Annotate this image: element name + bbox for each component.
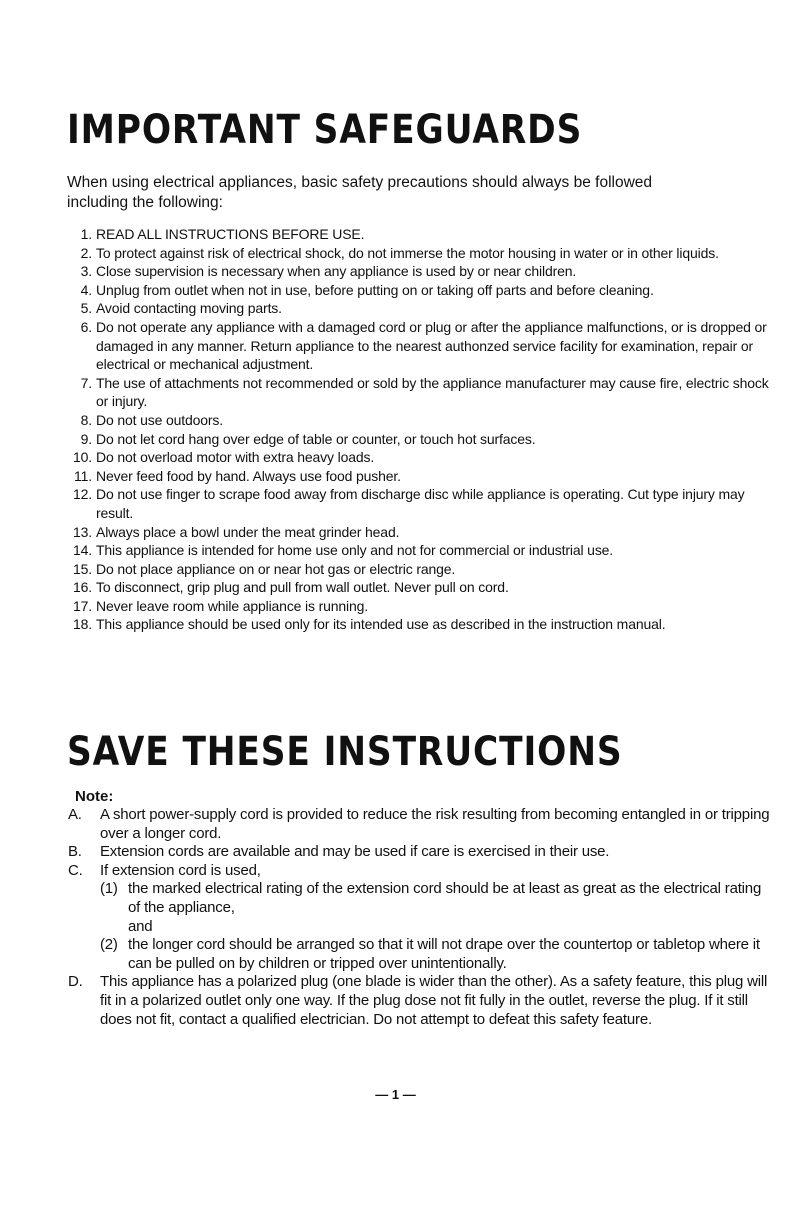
item-text: Never feed food by hand. Always use food pusher.: [96, 467, 401, 484]
list-item: [70, 262, 775, 281]
save-instructions-heading: SAVE THESE INSTRUCTIONS: [67, 729, 623, 775]
item-number: 9.: [80, 430, 92, 447]
list-item: [70, 411, 775, 430]
item-text: The use of attachments not recommended or sold by the appliance manufacturer may cause fire, electric shock or injury.: [96, 374, 769, 410]
item-text: This appliance is intended for home use only and not for commercial or industrial use.: [96, 542, 614, 559]
item-text: READ ALL INSTRUCTIONS BEFORE USE.: [96, 226, 365, 242]
list-item: [70, 374, 775, 411]
item-number: 13.: [72, 523, 92, 540]
note-label: Note:: [75, 788, 114, 805]
item-text: Do not use finger to scrape food away from discharge disc while appliance is operating. Cut type injury may result.: [96, 486, 745, 521]
list-item: [70, 448, 775, 467]
list-item: [70, 560, 775, 579]
note-letter: A.: [68, 806, 82, 823]
item-text: Avoid contacting moving parts.: [96, 300, 282, 317]
note-item: [68, 862, 773, 974]
item-number: 18.: [72, 616, 92, 633]
list-item: [70, 430, 775, 449]
subitem-text: the marked electrical rating of the extension cord should be at least as great as the electrical rating of the appliance,: [128, 880, 762, 916]
page-number: — 1 —: [375, 1087, 416, 1102]
note-item: [68, 973, 773, 1029]
item-number: 10.: [72, 449, 92, 466]
item-number: 16.: [72, 579, 92, 596]
note-item: [68, 843, 773, 862]
note-letter: C.: [68, 861, 83, 879]
item-number: 11.: [74, 467, 92, 484]
item-text: This appliance should be used only for its intended use as described in the instruction manual.: [96, 616, 666, 633]
item-text: Do not place appliance on or near hot gas or electric range.: [96, 560, 456, 577]
item-text: Do not use outdoors.: [96, 411, 223, 428]
list-item: [70, 299, 775, 318]
item-text: Unplug from outlet when not in use, before putting on or taking off parts and before cleaning.: [96, 281, 654, 298]
list-item: [70, 523, 775, 542]
item-number: 17.: [72, 597, 92, 614]
list-item: [70, 244, 775, 263]
note-sublist: [100, 880, 773, 973]
note-text: This appliance has a polarized plug (one blade is wider than the other). As a safety feature, this plug will fit in a polarized outlet only one way. If the plug dose not fit fully in the outlet, reverse the plug. If it still does not fit, contact a qualified electrician. Do not attempt to defeat this safety feature.: [100, 973, 768, 1028]
item-text: To disconnect, grip plug and pull from wall outlet. Never pull on cord.: [96, 579, 509, 596]
conjunction-text: and: [128, 917, 153, 935]
item-number: 3.: [80, 263, 92, 280]
page-title: IMPORTANT SAFEGUARDS: [67, 107, 583, 153]
subitem-text: the longer cord should be arranged so that it will not drape over the countertop or tabletop where it can be pulled on by children or tripped over unintentionally.: [128, 936, 760, 972]
note-letter: B.: [68, 843, 82, 861]
list-item: [70, 318, 775, 374]
list-item: [70, 615, 775, 634]
item-number: 7.: [80, 374, 92, 391]
note-text: If extension cord is used,: [100, 861, 261, 879]
subitem-number: (2): [100, 936, 118, 954]
item-number: 15.: [72, 560, 92, 577]
item-number: 14.: [72, 542, 92, 559]
item-text: Do not let cord hang over edge of table or counter, or touch hot surfaces.: [96, 430, 536, 447]
list-item: [70, 541, 775, 560]
item-number: 5.: [80, 300, 92, 317]
note-subitem: [100, 936, 773, 973]
item-number: 12.: [72, 486, 92, 503]
item-number: 2.: [80, 244, 92, 261]
list-item: [70, 467, 775, 486]
intro-paragraph: When using electrical appliances, basic safety precautions should always be followed including the following:: [67, 174, 653, 211]
notes-list: [68, 806, 773, 1029]
item-text: Do not overload motor with extra heavy loads.: [96, 449, 375, 466]
item-text: Do not operate any appliance with a damaged cord or plug or after the appliance malfunctions, or is dropped or damaged in any manner. Return appliance to the nearest authonzed service facility for examination, repair or electrical or mechanical adjustment.: [96, 318, 767, 373]
item-text: To protect against risk of electrical shock, do not immerse the motor housing in water or in other liquids.: [96, 244, 719, 261]
note-item: [68, 806, 773, 843]
list-item: [70, 597, 775, 616]
item-number: 8.: [80, 411, 92, 428]
note-text: Extension cords are available and may be used if care is exercised in their use.: [100, 843, 610, 861]
note-text: A short power-supply cord is provided to reduce the risk resulting from becoming entangled in or tripping over a longer cord.: [100, 806, 770, 842]
list-item: [70, 578, 775, 597]
safeguards-list: [70, 225, 775, 634]
item-text: Always place a bowl under the meat grinder head.: [96, 523, 400, 540]
subitem-number: (1): [100, 880, 118, 898]
list-item: [70, 485, 775, 522]
item-number: 1.: [80, 226, 92, 242]
item-number: 6.: [80, 318, 92, 335]
note-letter: D.: [68, 973, 83, 991]
item-text: Close supervision is necessary when any appliance is used by or near children.: [96, 263, 577, 280]
list-item: [70, 281, 775, 300]
list-item: [70, 225, 775, 244]
item-text: Never leave room while appliance is running.: [96, 597, 368, 614]
item-number: 4.: [80, 281, 92, 298]
note-subitem: [100, 880, 773, 917]
